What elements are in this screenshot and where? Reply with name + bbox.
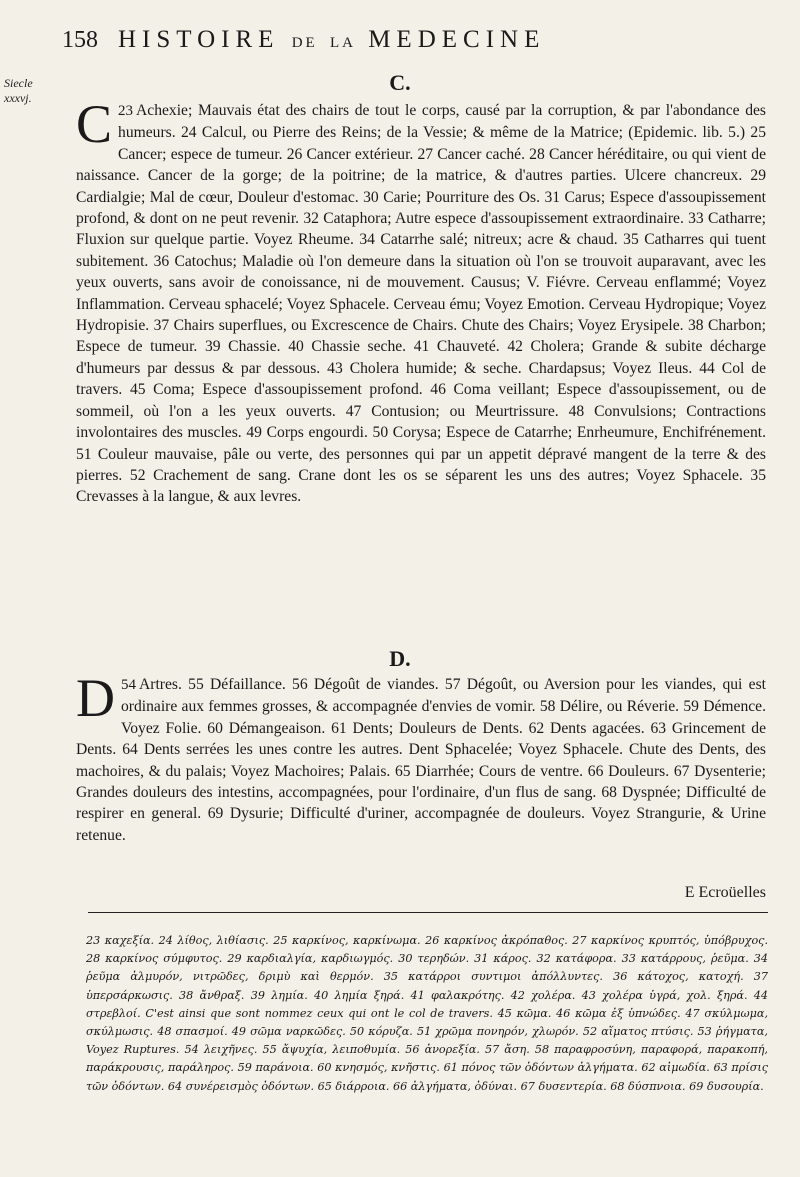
section-d-body: Artres. 55 Défaillance. 56 Dégoût de viandes. 57 Dégoût, ou Aversion pour les viandes, qui est ordinaire aux femmes grosses, & accompagnée d'envies de vomir. 58 Délire, ou Réverie. 59 Démence. Voyez Folie. 60 Démangeaison. 61 Dents; Douleurs de Dents. 62 Dents agacées. 63 Grincement de Dents. 64 Dents serrées les unes contre les autres. Dent Sphacelée; Voyez Sphacele. Chute des Dents, des machoires, & du palais; Voyez Machoires; Palais. 65 Diarrhée; Cours de ventre. 66 Douleurs. 67 Dysenterie; Grandes douleurs des intestins, accompagnées, pour l'ordinaire, d'un flus de sang. 68 Dyspnée; Difficulté de respirer en general. 69 Dysurie; Difficulté d'uriner, accompagnée de douleurs. Voyez Strangurie, & Urine retenue. [76, 676, 766, 844]
running-title [118, 26, 545, 54]
drop-capital: D [76, 668, 115, 728]
title-medecine: MEDECINE [368, 26, 546, 53]
title-histoire: HISTOIRE [118, 26, 280, 53]
margin-note: Siecle xxxvj. [4, 76, 33, 105]
drop-capital: C [76, 94, 113, 154]
greek-footnotes: 23 καχεξία. 24 λίθος, λιθίασις. 25 καρκίνος, καρκίνωμα. 26 καρκίνος ἀκρόπαθος. 27 καρκίνος κρυπτός, ὑπόβρυχος. 28 καρκίνος σύμφυτος. 29 καρδιαλγία, καρδιωγμός. 30 τερηδών. 31 κάρος. 32 κατάφορα. 33 κατάρρους, ῥεῦμα. 34 ῥεῦμα ἁλμυρόν, νιτρῶδες, δριμὺ καὶ θερμόν. 35 κατάρροι συντιμοι ἀπόλλυντες. 36 κάτοχος, κατοχή. 37 ὑπερσάρκωσις. 38 ἄνθραξ. 39 λημία. 40 λημία ξηρά. 41 φαλακρότης. 42 χολέρα. 43 χολέρα ὑγρά, χολ. ξηρά. 44 στρεβλοί. C'est ainsi que sont nommez ceux qui ont le col de travers. 45 κῶμα. 46 κῶμα ἐξ ὑπνώδες. 47 σκύλμωμα, σκύλμωσις. 48 σπασμοί. 49 σῶμα ναρκῶδες. 50 κόρυζα. 51 χρῶμα πονηρόν, χλωρόν. 52 αἵματος πτύσις. 53 ῥήγματα, Voyez Ruptures. 54 λειχῆνες. 55 ἄψυχία, λειποθυμία. 56 ἀνορεξία. 57 ἄση. 58 παραφροσύνη, παραφορά, παρακοπή, παράκρουσις, παράληρος. 59 παράνοια. 60 κνησμός, κνῆστις. 61 πόνος τῶν ὀδόντων ἀλγήματα. 62 αἱμωδία. 63 πρίσις τῶν ὀδόντων. 64 συνέρεισμὸς ὀδόντων. 65 διάρροια. 66 ἀλγήματα, ὀδύναι. 67 δυσεντερία. 68 δύσπνοια. 69 δυσουρία. [86, 934, 768, 1093]
section-d-text [76, 668, 766, 846]
running-header [62, 26, 752, 62]
footnote-rule [88, 912, 768, 913]
section-heading-d: D. [389, 646, 411, 671]
catchword: E Ecroüelles [684, 884, 766, 901]
section-heading-c: C. [389, 70, 411, 95]
entry-number: 23 [118, 103, 134, 119]
title-de: DE [291, 35, 318, 51]
entry-number: 54 [121, 677, 136, 693]
section-c-text [76, 94, 766, 508]
title-la: LA [329, 35, 356, 51]
section-c-body: Achexie; Mauvais état des chairs de tout le corps, causé par la corruption, & par l'abondance des humeurs. 24 Calcul, ou Pierre des Reins; de la Vessie; & même de la Matrice; (Epidemic. lib. 5.) 25 Cancer; espece de tumeur. 26 Cancer extérieur. 27 Cancer caché. 28 Cancer héréditaire, ou qui vient de naissance. Cancer de la gorge; de la poitrine; de la matrice, & d'autres parties. Ulcere chancreux. 29 Cardialgie; Mal de cœur, Douleur d'estomac. 30 Carie; Pourriture des Os. 31 Carus; Espece d'assoupissement profond, & dont on ne peut revenir. 32 Cataphora; Autre espece d'assoupissement extraordinaire. 33 Catharre; Fluxion sur quelque partie. Voyez Rheume. 34 Catarrhe salé; nitreux; acre & chaud. 35 Catharres qui tuent subitement. 36 Catochus; Maladie où l'on demeure dans la situation où l'on se trouvoit auparavant, avec les yeux ouverts, sans avoir de conoissance, ni de mouvement. Causus; V. Fiévre. Cerveau enflammé; Voyez Inflammation. Cerveau sphacelé; Voyez Sphacele. Cerveau ému; Voyez Emotion. Cerveau Hydropique; Voyez Hydropisie. 37 Chairs superflues, ou Excrescence de Chairs. Chute des Chairs; Voyez Erysipele. 38 Charbon; Espece de tumeur. 39 Chassie. 40 Chassie seche. 41 Chauveté. 42 Cholera; Grande & subite décharge d'humeurs par dessus & par dessous. 43 Cholera humide; & seche. Chardapsus; Voyez Ileus. 44 Col de travers. 45 Coma; Espece d'assoupissement profond. 46 Coma veillant; Espece d'assoupissement, ou de sommeil, où l'on a les yeux ouverts. 47 Contusion; ou Meurtrissure. 48 Convulsions; Contractions involontaires des muscles. 49 Corps engourdi. 50 Corysa; Espece de Catarrhe; Enrheumure, Enchifrénement. 51 Couleur mauvaise, pâle ou verte, des personnes qui par un appetit dépravé mangent de la terre & des pierres. 52 Crachement de sang. Crane dont les os se séparent les uns des autres; Voyez Sphacele. 35 Crevasses à la langue, & aux levres. [76, 102, 766, 506]
page-number: 158 [62, 27, 98, 53]
